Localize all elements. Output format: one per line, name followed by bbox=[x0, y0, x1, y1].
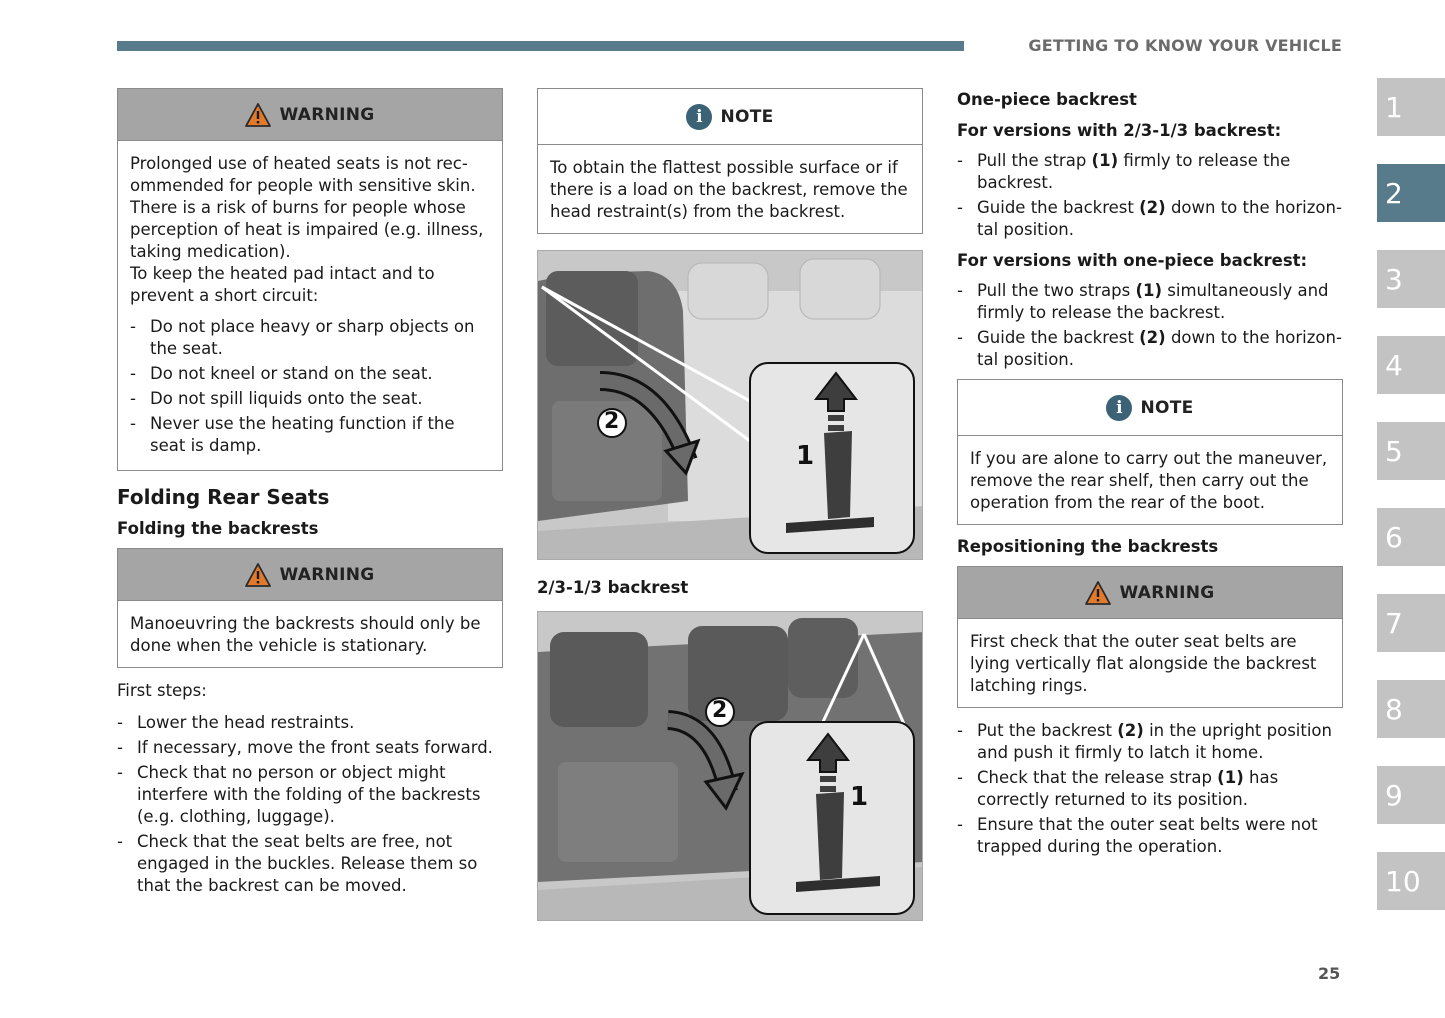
warning-triangle-icon bbox=[245, 563, 271, 587]
chapter-tab-8[interactable]: 8 bbox=[1377, 680, 1445, 738]
warning-triangle-icon bbox=[1085, 581, 1111, 605]
steps-one-piece-backrest bbox=[957, 280, 1343, 371]
warning-body bbox=[118, 601, 502, 667]
chapter-tab-3[interactable]: 3 bbox=[1377, 250, 1445, 308]
list-item: - Guide the backrest (2) down to the horizon-tal position. bbox=[957, 197, 1343, 241]
note-body bbox=[538, 145, 922, 233]
note-alone-maneuver bbox=[957, 379, 1343, 525]
warning-stationary bbox=[117, 548, 503, 668]
list-item: - Check that the release strap (1) has correctly returned to its position. bbox=[957, 767, 1343, 811]
list-item: - Check that no person or object might interfere with the folding of the backrests (e.g. clothing, luggage). bbox=[117, 762, 503, 828]
warning-title: WARNING bbox=[1119, 582, 1215, 603]
chapter-tab-9[interactable]: 9 bbox=[1377, 766, 1445, 824]
list-item: - Do not spill liquids onto the seat. bbox=[130, 388, 490, 410]
chapter-tab-2[interactable]: 2 bbox=[1377, 164, 1445, 222]
subsection-title: Folding the backrests bbox=[117, 519, 319, 538]
list-item: - Ensure that the outer seat belts were not trapped during the operation. bbox=[957, 814, 1343, 858]
warning-header bbox=[118, 89, 502, 141]
seat-illustration bbox=[538, 612, 923, 921]
figure-label-2: 2 bbox=[604, 409, 620, 434]
list-item: - Pull the strap (1) firmly to release the backrest. bbox=[957, 150, 1343, 194]
chapter-tab-6[interactable]: 6 bbox=[1377, 508, 1445, 566]
steps-split-backrest bbox=[957, 150, 1343, 241]
warning-header bbox=[118, 549, 502, 601]
figure-caption: 2/3-1/3 backrest bbox=[537, 578, 689, 597]
chapter-title: GETTING TO KNOW YOUR VEHICLE bbox=[1028, 36, 1342, 55]
first-steps-label: First steps: bbox=[117, 681, 207, 700]
heading-repositioning: Repositioning the backrests bbox=[957, 537, 1219, 556]
list-item: - Do not place heavy or sharp objects on the seat. bbox=[130, 316, 490, 360]
chapter-tab-7[interactable]: 7 bbox=[1377, 594, 1445, 652]
figure-label-1: 1 bbox=[850, 782, 869, 812]
info-icon: i bbox=[1106, 395, 1132, 421]
first-steps-list bbox=[117, 712, 503, 897]
list-item: - Guide the backrest (2) down to the horizon-tal position. bbox=[957, 327, 1343, 371]
steps-repositioning bbox=[957, 720, 1343, 858]
note-header bbox=[958, 380, 1342, 436]
header-rule bbox=[117, 41, 964, 51]
chapter-tab-5[interactable]: 5 bbox=[1377, 422, 1445, 480]
chapter-tabs bbox=[1377, 78, 1445, 938]
list-item: - Put the backrest (2) in the upright position and push it firmly to latch it home. bbox=[957, 720, 1343, 764]
chapter-tab-4[interactable]: 4 bbox=[1377, 336, 1445, 394]
warning-text: Manoeuvring the backrests should only be done when the vehicle is stationary. bbox=[130, 614, 481, 655]
warning-heated-seats bbox=[117, 88, 503, 471]
heading-one-piece-backrest: One-piece backrest bbox=[957, 90, 1137, 109]
list-item: - Check that the seat belts are free, not engaged in the buckles. Release them so that the backrest can be moved. bbox=[117, 831, 503, 897]
list-item: - Lower the head restraints. bbox=[117, 712, 503, 734]
note-head-restraints bbox=[537, 88, 923, 234]
warning-header bbox=[958, 567, 1342, 619]
column-middle bbox=[537, 88, 923, 921]
warning-body bbox=[118, 141, 502, 470]
note-header bbox=[538, 89, 922, 145]
figure-label-1: 1 bbox=[796, 441, 815, 471]
info-icon: i bbox=[686, 104, 712, 130]
warning-seat-belts bbox=[957, 566, 1343, 708]
chapter-tab-1[interactable]: 1 bbox=[1377, 78, 1445, 136]
warning-title: WARNING bbox=[279, 104, 375, 125]
figure-label-2: 2 bbox=[712, 698, 728, 723]
list-item: - Never use the heating function if the seat is damp. bbox=[130, 413, 490, 457]
heading-versions-split: For versions with 2/3-1/3 backrest: bbox=[957, 121, 1282, 140]
warning-body bbox=[958, 619, 1342, 707]
warning-intro-2: To keep the heated pad intact and to prevent a short circuit: bbox=[130, 264, 435, 305]
list-item: - Pull the two straps (1) simultaneously and firmly to release the backrest. bbox=[957, 280, 1343, 324]
section-title: Folding Rear Seats bbox=[117, 485, 330, 509]
seat-illustration bbox=[538, 251, 923, 560]
warning-triangle-icon bbox=[245, 103, 271, 127]
note-text: To obtain the flattest possible surface or if there is a load on the backrest, remove the head restraint(s) from the backrest. bbox=[550, 158, 908, 221]
warning-intro: Prolonged use of heated seats is not rec-ommended for people with sensitive skin. There is a risk of burns for people whose perception of heat is impaired (e.g. illness, taking medication). bbox=[130, 154, 484, 261]
column-right bbox=[957, 88, 1343, 861]
note-body bbox=[958, 436, 1342, 524]
note-title: NOTE bbox=[720, 106, 774, 127]
illustration-one-piece-backrest bbox=[537, 611, 923, 921]
list-item: - If necessary, move the front seats forward. bbox=[117, 737, 503, 759]
warning-text: First check that the outer seat belts are lying vertically flat alongside the backrest latching rings. bbox=[970, 632, 1317, 695]
note-title: NOTE bbox=[1140, 397, 1194, 418]
list-item: - Do not kneel or stand on the seat. bbox=[130, 363, 490, 385]
heading-versions-one-piece: For versions with one-piece backrest: bbox=[957, 251, 1308, 270]
column-left bbox=[117, 88, 503, 900]
warning-title: WARNING bbox=[279, 564, 375, 585]
warning-list bbox=[130, 316, 490, 457]
note-text: If you are alone to carry out the maneuver, remove the rear shelf, then carry out the operation from the rear of the boot. bbox=[970, 449, 1328, 512]
illustration-split-backrest bbox=[537, 250, 923, 560]
chapter-tab-10[interactable]: 10 bbox=[1377, 852, 1445, 910]
page-number: 25 bbox=[1318, 964, 1341, 983]
